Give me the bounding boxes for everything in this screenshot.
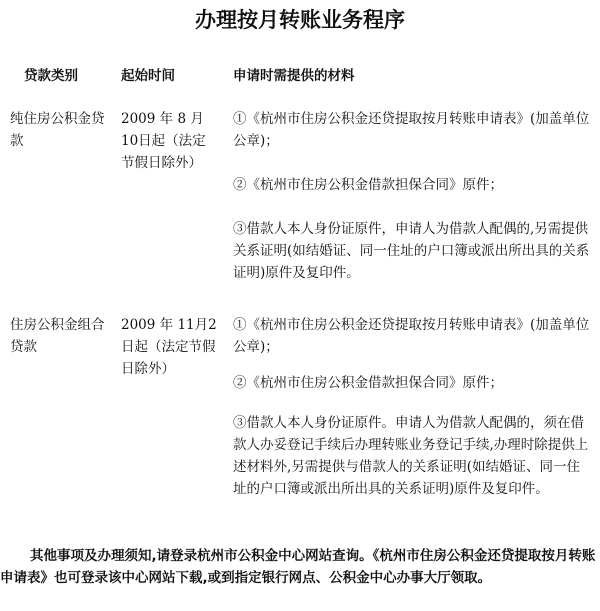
footer-note: 其他事项及办理须知,请登录杭州市公积金中心网站查询。《杭州市住房公积金还贷提取按月转账申请表》也可登录该中心网站下载,或到指定银行网点、公积金中心办事大厅领取。 <box>0 548 596 586</box>
row1-material-1: ①《杭州市住房公积金还贷提取按月转账申请表》(加盖单位公章)； <box>233 111 590 149</box>
row1-category: 纯住房公积金贷款 <box>10 111 105 149</box>
header-start-time: 起始时间 <box>121 68 175 84</box>
header-materials: 申请时需提供的材料 <box>233 68 355 84</box>
row2-material-2: ②《杭州市住房公积金借款担保合同》原件； <box>233 375 503 391</box>
row2-material-3: ③借款人本人身份证原件。申请人为借款人配偶的，须在借款人办妥登记手续后办理转账业务登记手续,办理时除提供上述材料外,另需提供与借款人的关系证明(如结婚证、同一住址的户口簿或派出所出具的关系证明)原件及复印件。 <box>233 415 589 497</box>
row2-category: 住房公积金组合贷款 <box>10 317 105 355</box>
row1-material-2: ②《杭州市住房公积金借款担保合同》原件； <box>233 177 503 193</box>
row1-start-time: 2009 年 8 月10日起（法定节假日除外） <box>121 111 206 171</box>
row2-material-1: ①《杭州市住房公积金还贷提取按月转账申请表》(加盖单位公章)； <box>233 317 590 355</box>
row1-material-3: ③借款人本人身份证原件，申请人为借款人配偶的,另需提供关系证明(如结婚证、同一住址的户口簿或派出所出具的关系证明)原件及复印件。 <box>233 221 590 281</box>
row2-start-time: 2009 年 11月2日起（法定节假日除外） <box>121 317 217 377</box>
header-category: 贷款类别 <box>24 68 78 84</box>
page-title: 办理按月转账业务程序 <box>195 8 405 32</box>
